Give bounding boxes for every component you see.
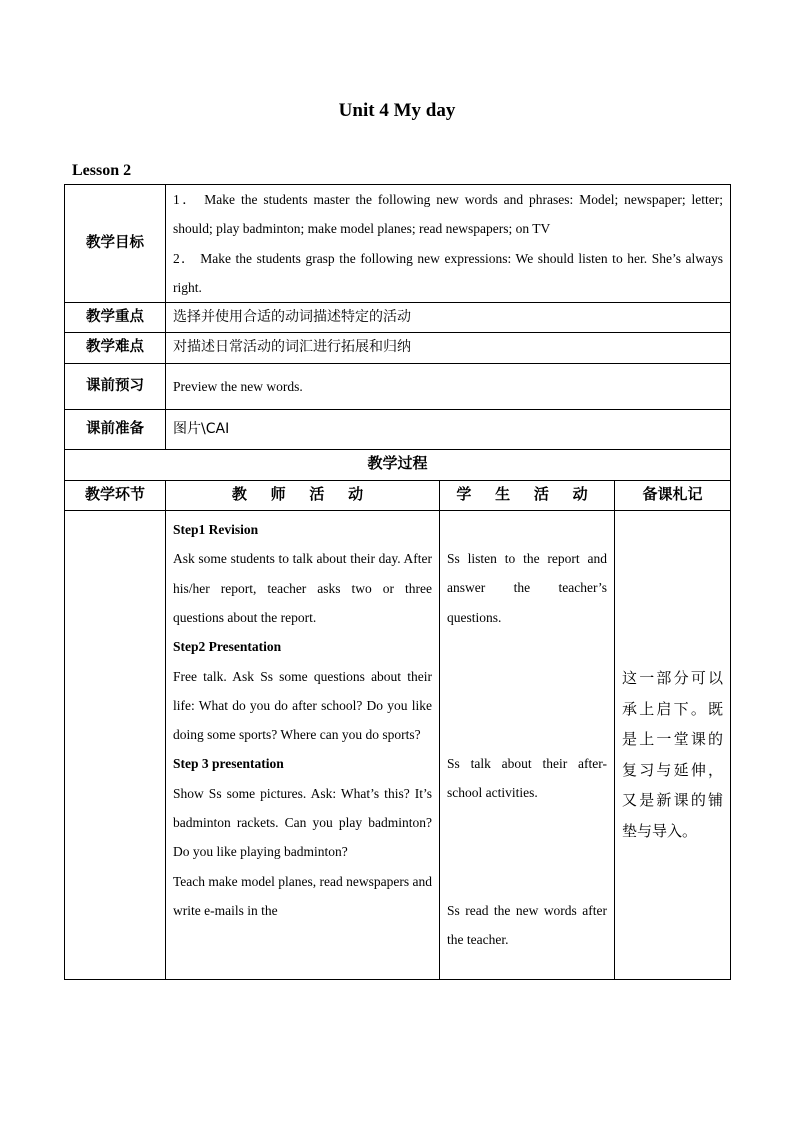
objectives-cell <box>166 185 731 303</box>
key-points-row <box>65 303 731 333</box>
student-activity-3: Ss read the new words after the teacher. <box>447 902 607 947</box>
difficulties-row <box>65 333 731 363</box>
difficulties-value: 对描述日常活动的词汇进行拓展和归纳 <box>166 333 731 363</box>
objective-2: 2． Make the students grasp the following new expressions: We should listen to her. She’s always right. <box>173 250 724 295</box>
process-columns-row <box>65 480 731 510</box>
step2-text: Free talk. Ask Ss some questions about their life: What do you do after school? Do you like doing some sports? Where can you do sports? <box>173 668 432 743</box>
student-activity-cell <box>440 511 615 980</box>
column-student-activity: 学 生 活 动 <box>440 480 615 510</box>
column-stage: 教学环节 <box>65 480 166 510</box>
preview-row <box>65 363 731 409</box>
objective-1: 1． Make the students master the following new words and phrases: Model; newspaper; letter; should; play badminton; make model planes; read newspapers; on TV <box>173 192 724 237</box>
step3-title: Step 3 presentation <box>173 756 284 772</box>
step2-title: Step2 Presentation <box>173 639 282 655</box>
student-activity-2: Ss talk about their after-school activities. <box>447 755 607 801</box>
preview-value: Preview the new words. <box>166 363 731 409</box>
key-points-label: 教学重点 <box>65 303 166 333</box>
preview-label: 课前预习 <box>65 363 166 409</box>
step1-text: Ask some students to talk about their day. After his/her report, teacher asks two or three questions about the report. <box>173 551 432 625</box>
process-heading: 教学过程 <box>65 449 731 480</box>
process-body-row <box>65 511 731 980</box>
step1-title: Step1 Revision <box>173 522 259 538</box>
column-teacher-activity: 教 师 活 动 <box>166 480 440 510</box>
student-activity-1: Ss listen to the report and answer the teacher’s questions. <box>447 551 607 625</box>
objectives-label: 教学目标 <box>65 185 166 303</box>
preparation-row <box>65 409 731 449</box>
objectives-row <box>65 185 731 303</box>
teacher-activity-cell <box>166 511 440 980</box>
preparation-label: 课前准备 <box>65 409 166 449</box>
stage-cell <box>65 511 166 980</box>
teaching-notes-cell: 这一部分可以承上启下。既是上一堂课的复习与延伸，又是新课的铺垫与导入。 <box>615 511 731 980</box>
step3-text-continued: Teach make model planes, read newspapers and write e-mails in the <box>173 873 432 918</box>
difficulties-label: 教学难点 <box>65 333 166 363</box>
preparation-value: 图片\CAI <box>166 409 731 449</box>
document-title: Unit 4 My day <box>338 100 456 121</box>
step3-text: Show Ss some pictures. Ask: What’s this? It’s badminton rackets. Can you play badminton? Do you like playing badminton? <box>173 785 432 860</box>
lesson-label: Lesson 2 <box>72 162 132 179</box>
lesson-plan-table <box>64 184 731 980</box>
process-heading-row <box>65 449 731 480</box>
key-points-value: 选择并使用合适的动词描述特定的活动 <box>166 303 731 333</box>
column-notes: 备课札记 <box>615 480 731 510</box>
